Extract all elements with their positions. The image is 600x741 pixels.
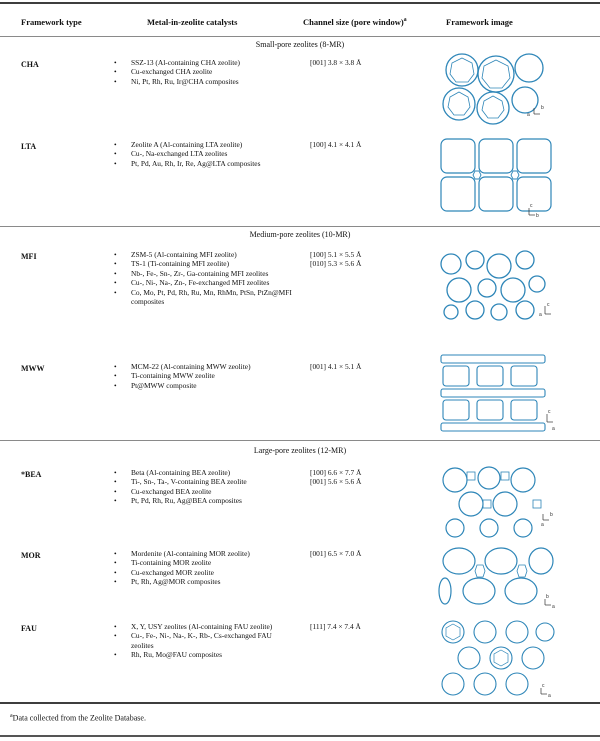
section-small-pore: Small-pore zeolites (8-MR) [255, 40, 345, 49]
list-item: • Pt, Pd, Au, Rh, Ir, Re, Ag@LTA composites [113, 159, 293, 168]
framework-type-mww: MWW [21, 364, 45, 373]
axis-label: b [536, 213, 539, 219]
section-large-pore: Large-pore zeolites (12-MR) [253, 446, 347, 455]
framework-image-fau [437, 618, 557, 698]
framework-type-lta: LTA [21, 142, 37, 151]
section-rule [0, 226, 600, 227]
axis-label: a [539, 312, 542, 318]
framework-image-mww [437, 352, 557, 436]
channel-size-fau: [111] 7.4 × 7.4 Å [310, 622, 361, 631]
header-framework-type: Framework type [21, 17, 82, 27]
catalyst-list-mww [113, 362, 293, 390]
list-item: • TS-1 (Ti-containing MFI zeolite) [113, 259, 293, 268]
channel-size-cha: [001] 3.8 × 3.8 Å [310, 58, 362, 67]
table-footnote: $^a$Data collected from the Zeolite Database. [10, 713, 146, 723]
list-item: • Rh, Ru, Mo@FAU composites [113, 650, 293, 659]
list-item: • Ti-, Sn-, Ta-, V-containing BEA zeolite [113, 477, 293, 486]
framework-type-cha: CHA [21, 60, 39, 69]
catalyst-list-fau [113, 622, 293, 660]
header-framework-image: Framework image [446, 17, 513, 27]
table-bottom-rule [0, 702, 600, 704]
axis-label: a [552, 604, 555, 610]
list-item: • Cu-, Na-exchanged LTA zeolites [113, 149, 293, 158]
framework-image-cha [437, 52, 557, 126]
axis-label: a [552, 426, 555, 432]
channel-size-mfi: [100] 5.1 × 5.5 Å [010] 5.3 × 5.6 Å [310, 250, 362, 269]
framework-image-bea [437, 464, 557, 540]
list-item: • ZSM-5 (Al-containing MFI zeolite) [113, 250, 293, 259]
axis-label: b [546, 594, 549, 600]
list-item: • SSZ-13 (Al-containing CHA zeolite) [113, 58, 293, 67]
list-item: • Zeolite A (Al-containing LTA zeolite) [113, 140, 293, 149]
list-item: • Cu-exchanged MOR zeolite [113, 568, 293, 577]
channel-size-lta: [100] 4.1 × 4.1 Å [310, 140, 362, 149]
list-item: • Beta (Al-containing BEA zeolite) [113, 468, 293, 477]
channel-size-mww: [001] 4.1 × 5.1 Å [310, 362, 362, 371]
section-rule [0, 440, 600, 441]
axis-label: b [541, 105, 544, 111]
list-item: • X, Y, USY zeolites (Al-containing FAU zeolite) [113, 622, 293, 631]
framework-image-mor [437, 545, 557, 611]
catalyst-list-mor [113, 549, 293, 587]
framework-type-fau: FAU [21, 624, 37, 633]
list-item: • Ti-containing MOR zeolite [113, 558, 293, 567]
list-item: • Ti-containing MWW zeolite [113, 371, 293, 380]
page-bottom-rule [0, 735, 600, 737]
catalyst-list-mfi [113, 250, 293, 306]
table-top-rule [0, 2, 600, 4]
framework-type-bea: *BEA [21, 470, 42, 479]
list-item: • Pt@MWW composite [113, 381, 293, 390]
list-item: • Cu-, Fe-, Ni-, Na-, K-, Rb-, Cs-exchanged FAU zeolites [113, 631, 293, 650]
list-item: • Ni, Pt, Rh, Ru, Ir@CHA composites [113, 77, 293, 86]
list-item: • Co, Mo, Pt, Pd, Rh, Ru, Mn, RhMn, PtSn, PtZn@MFI composites [113, 288, 293, 307]
framework-type-mor: MOR [21, 551, 41, 560]
framework-type-mfi: MFI [21, 252, 37, 261]
framework-image-lta [437, 135, 557, 221]
list-item: • Cu-exchanged BEA zeolite [113, 487, 293, 496]
axis-label: a [541, 522, 544, 528]
axis-label: a [527, 112, 530, 118]
list-item: • Cu-exchanged CHA zeolite [113, 67, 293, 76]
list-item: • Nb-, Fe-, Sn-, Zr-, Ga-containing MFI zeolites [113, 269, 293, 278]
axis-label: c [542, 683, 545, 689]
header-rule [0, 36, 600, 37]
channel-size-bea: [100] 6.6 × 7.7 Å [001] 5.6 × 5.6 Å [310, 468, 362, 487]
catalyst-list-bea [113, 468, 293, 506]
header-channel-size: Channel size (pore window)$^a$ [303, 17, 407, 27]
axis-label: c [530, 203, 533, 209]
section-medium-pore: Medium-pore zeolites (10-MR) [249, 230, 351, 239]
axis-label: c [547, 302, 550, 308]
axis-label: c [548, 409, 551, 415]
list-item: • Pt, Rh, Ag@MOR composites [113, 577, 293, 586]
header-catalysts: Metal-in-zeolite catalysts [147, 17, 238, 27]
axis-label: a [548, 693, 551, 698]
list-item: • Mordenite (Al-containing MOR zeolite) [113, 549, 293, 558]
catalyst-list-cha [113, 58, 293, 86]
axis-label: b [550, 512, 553, 518]
channel-size-mor: [001] 6.5 × 7.0 Å [310, 549, 362, 558]
list-item: • Pt, Pd, Rh, Ru, Ag@BEA composites [113, 496, 293, 505]
framework-image-mfi [437, 248, 557, 322]
list-item: • Cu-, Ni-, Na-, Zn-, Fe-exchanged MFI zeolites [113, 278, 293, 287]
list-item: • MCM-22 (Al-containing MWW zeolite) [113, 362, 293, 371]
catalyst-list-lta [113, 140, 293, 168]
